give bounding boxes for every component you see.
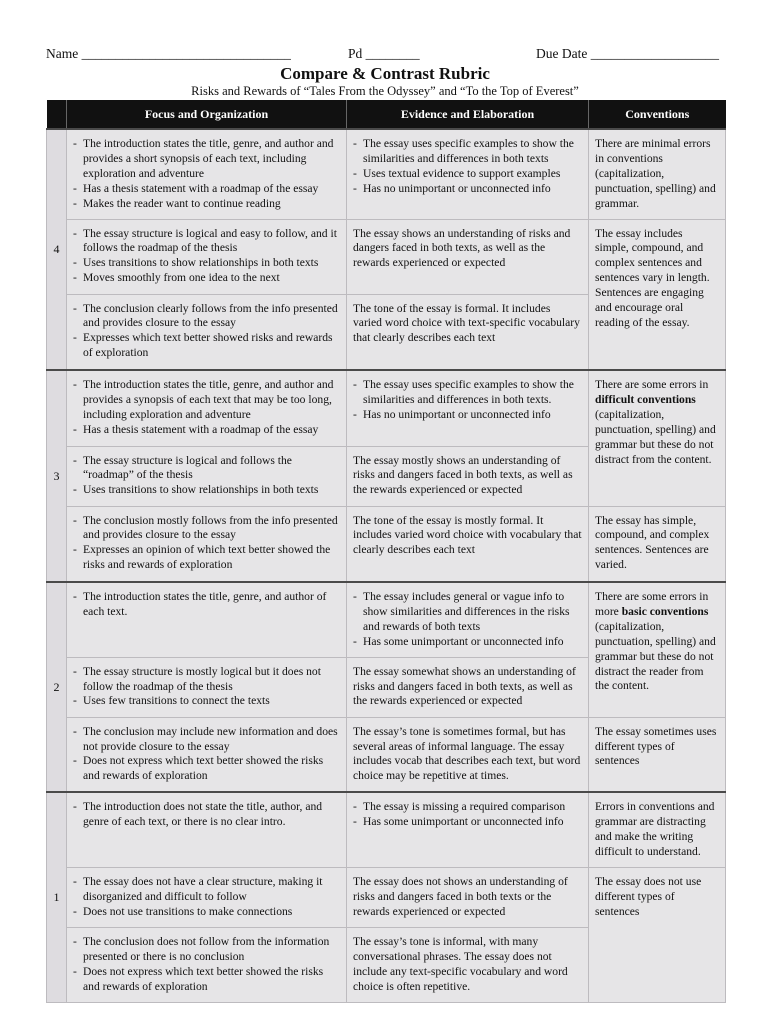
evidence-description: The essay’s tone is informal, with many conversational phrases. The essay does not include any text-specific vocabulary and word choice is often repetitive.: [353, 934, 568, 993]
focus-criteria-list: [73, 590, 340, 620]
rubric-subtitle: Risks and Rewards of “Tales From the Odyssey” and “To the Top of Everest”: [191, 84, 579, 98]
conventions-emphasis: basic conventions: [621, 604, 709, 618]
criterion-item: - The essay does not have a clear structure, making it disorganized and difficult to follow: [73, 875, 340, 905]
rubric-row: [47, 867, 726, 927]
column-header-focus: Focus and Organization: [67, 100, 347, 129]
criterion-item: - The essay includes general or vague info to show similarities and differences in the risks and rewards of both texts: [353, 590, 582, 635]
criterion-item: - Uses transitions to show relationships in both texts: [73, 483, 340, 498]
period-field-label: Pd ________: [348, 46, 420, 61]
conventions-cell-top: [589, 129, 726, 219]
score-cell: 3: [47, 370, 67, 582]
evidence-cell: [347, 717, 589, 792]
criterion-item: - Has no unimportant or unconnected info: [353, 408, 582, 423]
conventions-text: (capitalization, punctuation, spelling) and grammar but these do not distract from the content.: [595, 407, 716, 466]
focus-criteria-list: [73, 378, 340, 438]
criterion-item: - Expresses an opinion of which text better showed the risks and rewards of exploration: [73, 543, 340, 573]
evidence-cell: [347, 294, 589, 370]
criterion-item: - The conclusion may include new information and does not provide closure to the essay: [73, 725, 340, 755]
rubric-body: [47, 129, 726, 1002]
score-header-cell: [47, 100, 67, 129]
rubric-row: [47, 792, 726, 867]
rubric-row: [47, 219, 726, 294]
focus-criteria-list: [73, 514, 340, 574]
conventions-cell-top: [589, 792, 726, 867]
criterion-item: - Has a thesis statement with a roadmap of the essay: [73, 182, 340, 197]
conventions-cell-top: [589, 582, 726, 717]
evidence-description: The essay does not shows an understanding of risks and dangers faced in both texts or the rewards experienced or expected: [353, 874, 568, 918]
criterion-item: - Does not express which text better showed the risks and rewards of exploration: [73, 965, 340, 995]
criterion-item: - Expresses which text better showed risks and rewards of exploration: [73, 331, 340, 361]
focus-criteria-list: [73, 725, 340, 785]
criterion-item: - Uses textual evidence to support examples: [353, 167, 582, 182]
evidence-description: The tone of the essay is formal. It includes varied word choice with text-specific vocabulary that clearly describes each text: [353, 301, 580, 345]
criterion-item: - The essay uses specific examples to show the similarities and differences in both texts.: [353, 378, 582, 408]
evidence-cell: [347, 792, 589, 867]
conventions-text: The essay does not use different types of sentences: [595, 874, 702, 918]
conventions-text: The essay sometimes uses different types of sentences: [595, 724, 717, 768]
focus-criteria-list: [73, 875, 340, 920]
evidence-cell: [347, 927, 589, 1002]
criterion-item: - The essay is missing a required comparison: [353, 800, 582, 815]
focus-criteria-list: [73, 454, 340, 499]
criterion-item: - The introduction states the title, genre, and author and provides a synopsis of each text that may be too long, including exploration and adventure: [73, 378, 340, 423]
conventions-text: There are some errors in more: [595, 590, 709, 618]
evidence-description: The essay mostly shows an understanding of risks and dangers faced in both texts, as well as the rewards experienced or expected: [353, 453, 573, 497]
rubric-header-row: [47, 100, 726, 129]
evidence-description: The essay shows an understanding of risks and dangers faced in both texts, as well as the rewards experienced or expected: [353, 226, 571, 270]
criterion-item: - Does not express which text better showed the risks and rewards of exploration: [73, 754, 340, 784]
conventions-cell-bottom: [589, 867, 726, 1002]
evidence-cell: [347, 867, 589, 927]
conventions-cell-bottom: [589, 717, 726, 792]
evidence-cell: [347, 506, 589, 582]
conventions-text: There are minimal errors in conventions (capitalization, punctuation, spelling) and grammar.: [595, 137, 716, 210]
conventions-cell-top: [589, 370, 726, 506]
conventions-text: There are some errors in: [595, 378, 709, 392]
focus-cell: [67, 657, 347, 717]
evidence-cell: [347, 582, 589, 657]
focus-criteria-list: [73, 800, 340, 830]
conventions-cell-bottom: [589, 506, 726, 582]
criterion-item: - Has some unimportant or unconnected info: [353, 635, 582, 650]
conventions-text: The essay has simple, compound, and complex sentences. Sentences are varied.: [595, 513, 710, 572]
criterion-item: - The essay structure is logical and follows the “roadmap” of the thesis: [73, 454, 340, 484]
focus-criteria-list: [73, 227, 340, 287]
criterion-item: - Has a thesis statement with a roadmap of the essay: [73, 423, 340, 438]
criterion-item: - The essay uses specific examples to show the similarities and differences in both texts: [353, 137, 582, 167]
score-cell: 1: [47, 792, 67, 1002]
evidence-cell: [347, 219, 589, 294]
rubric-row: [47, 717, 726, 792]
evidence-cell: [347, 446, 589, 506]
evidence-cell: [347, 129, 589, 219]
rubric-row: [47, 582, 726, 657]
name-field-label: Name _______________________________: [46, 46, 291, 61]
criterion-item: - Makes the reader want to continue reading: [73, 197, 340, 212]
criterion-item: - Has some unimportant or unconnected info: [353, 815, 582, 830]
conventions-text: Errors in conventions and grammar are distracting and make the writing difficult to understand.: [595, 800, 715, 858]
focus-cell: [67, 129, 347, 219]
conventions-text: The essay includes simple, compound, and complex sentences and sentences vary in length. Sentences are engaging and encourage oral reading of the essay.: [595, 226, 710, 329]
focus-cell: [67, 446, 347, 506]
rubric-row: [47, 370, 726, 446]
rubric-row: [47, 129, 726, 219]
criterion-item: - The conclusion mostly follows from the info presented and provides closure to the essay: [73, 514, 340, 544]
focus-cell: [67, 294, 347, 370]
focus-criteria-list: [73, 137, 340, 212]
criterion-item: - The introduction states the title, genre, and author of each text.: [73, 590, 340, 620]
focus-cell: [67, 582, 347, 657]
rubric-title: Compare & Contrast Rubric: [280, 64, 490, 83]
conventions-emphasis: difficult conventions: [595, 392, 696, 406]
evidence-criteria-list: [353, 590, 582, 650]
evidence-description: The tone of the essay is mostly formal. It includes varied word choice with vocabulary that clearly describes each text: [353, 513, 582, 557]
criterion-item: - The introduction states the title, genre, and author and provides a short synopsis of each text, including exploration and adventure: [73, 137, 340, 182]
column-header-conventions: Conventions: [589, 100, 726, 129]
score-cell: 4: [47, 129, 67, 370]
rubric-row: [47, 506, 726, 582]
focus-criteria-list: [73, 302, 340, 362]
criterion-item: - The conclusion does not follow from the information presented or there is no conclusion: [73, 935, 340, 965]
criterion-item: - Uses few transitions to connect the texts: [73, 694, 340, 709]
conventions-text: (capitalization, punctuation, spelling) and grammar but these do not distract the reader from the content.: [595, 619, 716, 693]
focus-cell: [67, 867, 347, 927]
column-header-evidence: Evidence and Elaboration: [347, 100, 589, 129]
focus-cell: [67, 506, 347, 582]
evidence-criteria-list: [353, 800, 582, 830]
evidence-criteria-list: [353, 378, 582, 423]
focus-cell: [67, 792, 347, 867]
criterion-item: - Uses transitions to show relationships in both texts: [73, 256, 340, 271]
focus-criteria-list: [73, 935, 340, 995]
rubric-table: [46, 100, 726, 1003]
criterion-item: - The conclusion clearly follows from the info presented and provides closure to the essay: [73, 302, 340, 332]
focus-cell: [67, 927, 347, 1002]
evidence-criteria-list: [353, 137, 582, 197]
criterion-item: - Moves smoothly from one idea to the next: [73, 271, 340, 286]
evidence-cell: [347, 370, 589, 446]
conventions-cell-bottom: [589, 219, 726, 370]
criterion-item: - The essay structure is logical and easy to follow, and it follows the roadmap of the thesis: [73, 227, 340, 257]
student-info-line: [46, 46, 726, 66]
criterion-item: - Has no unimportant or unconnected info: [353, 182, 582, 197]
focus-criteria-list: [73, 665, 340, 710]
evidence-description: The essay’s tone is sometimes formal, but has several areas of informal language. The essay includes vocab that describes each text, but word choice may be repetitive at times.: [353, 724, 581, 783]
focus-cell: [67, 219, 347, 294]
evidence-cell: [347, 657, 589, 717]
focus-cell: [67, 717, 347, 792]
criterion-item: - The introduction does not state the title, author, and genre of each text, or there is no clear intro.: [73, 800, 340, 830]
evidence-description: The essay somewhat shows an understanding of risks and dangers faced in both texts, as well as the rewards experienced or expected: [353, 664, 576, 708]
score-cell: 2: [47, 582, 67, 792]
criterion-item: - Does not use transitions to make connections: [73, 905, 340, 920]
due-date-field-label: Due Date ___________________: [536, 46, 719, 61]
criterion-item: - The essay structure is mostly logical but it does not follow the roadmap of the thesis: [73, 665, 340, 695]
focus-cell: [67, 370, 347, 446]
